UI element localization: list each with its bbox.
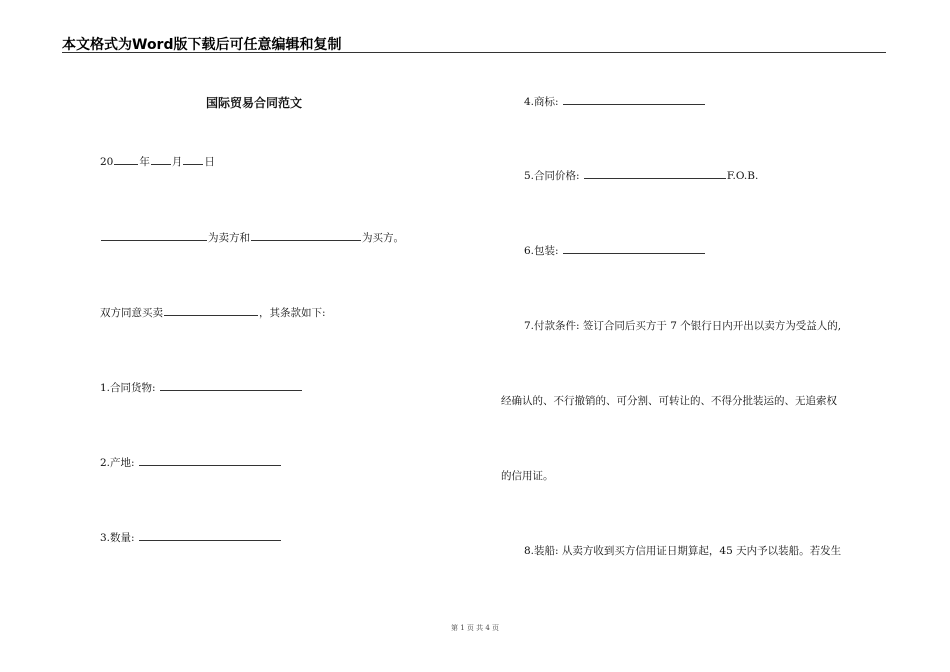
price-term: F.O.B.: [726, 170, 759, 182]
price-label: 5.合同价格:: [524, 170, 580, 182]
goods-label: 1.合同货物:: [100, 382, 156, 394]
agreement-prefix: 双方同意买卖: [100, 307, 163, 319]
page-footer: 第 1 页 共 4 页: [450, 624, 500, 632]
quantity-blank: [139, 531, 281, 541]
contract-title: 国际贸易合同范文: [206, 96, 303, 110]
agreement-suffix: ，其条款如下:: [259, 307, 326, 319]
packing-blank: [563, 244, 705, 254]
buyer-suffix: 为买方。: [362, 232, 404, 244]
year-blank: [114, 155, 138, 165]
price-blank: [584, 169, 726, 179]
agreement-line: [100, 305, 326, 320]
trademark-line: [524, 94, 706, 109]
price-line: [524, 168, 758, 183]
goods-line: [100, 380, 303, 395]
day-blank: [183, 155, 203, 165]
goods-blank: [160, 381, 302, 391]
origin-blank: [139, 456, 281, 466]
date-day-label: 日: [204, 156, 215, 168]
trademark-label: 4.商标:: [524, 96, 559, 108]
date-month-label: 月: [171, 156, 183, 168]
payment-line-2: 经确认的、不行撤销的、可分割、可转让的、不得分批装运的、无追索权: [501, 395, 837, 407]
origin-label: 2.产地:: [100, 457, 135, 469]
payment-line-3: 的信用证。: [501, 470, 554, 482]
trademark-blank: [563, 95, 705, 105]
quantity-line: [100, 530, 282, 545]
parties-line: [100, 230, 404, 245]
header-divider: [62, 52, 886, 53]
month-blank: [151, 155, 171, 165]
buyer-blank: [251, 231, 361, 241]
packing-line: [524, 243, 706, 258]
goods-name-blank: [164, 306, 258, 316]
date-year-label: 年: [139, 156, 150, 168]
packing-label: 6.包装:: [524, 245, 559, 257]
date-prefix: 20: [100, 156, 114, 168]
seller-suffix: 为卖方和: [208, 232, 250, 244]
payment-line-1: 7.付款条件: 签订合同后买方于 7 个银行日内开出以卖方为受益人的,: [524, 320, 842, 332]
seller-blank: [101, 231, 207, 241]
shipment-line: 8.装船: 从卖方收到买方信用证日期算起，45 天内予以装船。若发生: [524, 545, 842, 557]
document-header-title: 本文格式为Word版下载后可任意编辑和复制: [62, 37, 342, 53]
date-line: [100, 154, 215, 169]
quantity-label: 3.数量:: [100, 532, 135, 544]
origin-line: [100, 455, 282, 470]
